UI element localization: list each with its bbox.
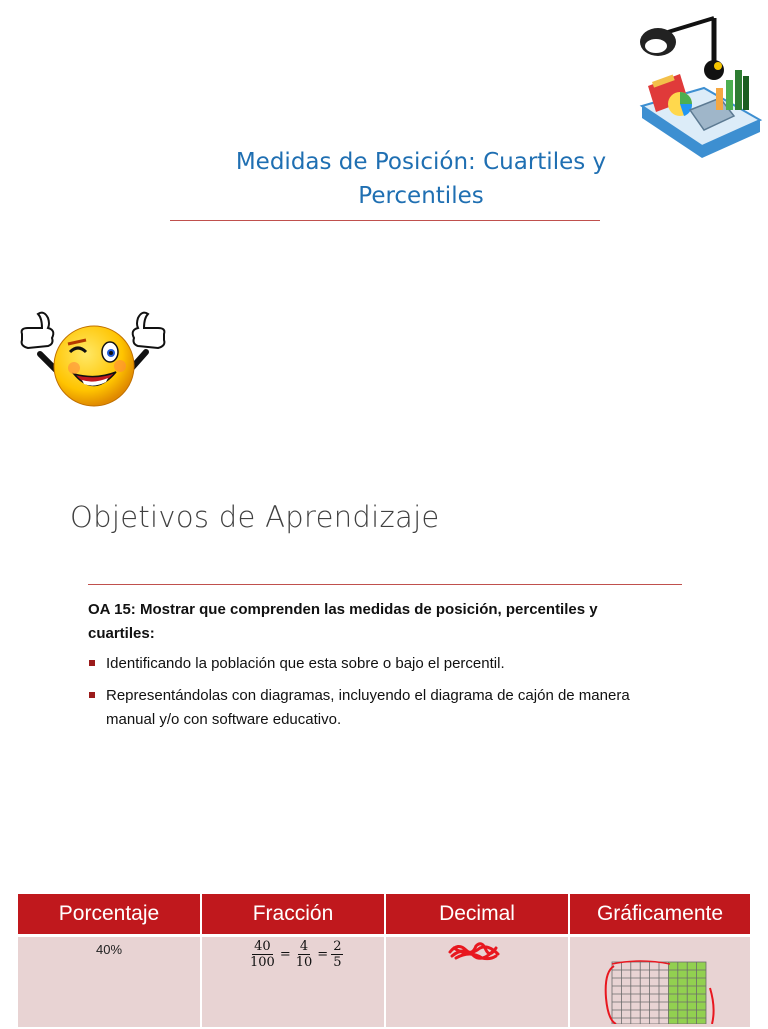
- fraction-40-100: [248, 939, 277, 970]
- percentage-value: 40%: [95, 942, 123, 957]
- fraction-equation: [248, 939, 343, 970]
- presentation-title-line-2: Percentiles: [358, 183, 484, 209]
- presentation-title: [170, 145, 672, 213]
- fraction-4-10: [294, 939, 315, 970]
- objective-bullet-2: [88, 684, 668, 732]
- numerator: 2: [333, 939, 342, 954]
- presentation-title-line-1: Medidas de Posición: Cuartiles y: [235, 149, 607, 175]
- objective-bullet-list: [88, 652, 668, 740]
- objective-bullet-text: Representándolas con diagramas, incluyendo el diagrama de cajón de manera manual y/o con software educativo.: [106, 687, 630, 728]
- equals-sign: =: [279, 947, 291, 962]
- objective-bullet-1: [88, 652, 668, 676]
- equals-sign: =: [317, 947, 329, 962]
- hundred-grid-diagram: [600, 958, 720, 1024]
- column-separator: [200, 894, 202, 1024]
- header-fraction: Fracción: [202, 894, 384, 934]
- header-graphically: Gráficamente: [570, 894, 750, 934]
- denominator: 100: [250, 955, 275, 970]
- objective-bullet-text: Identificando la población que esta sobre o bajo el percentil.: [106, 655, 505, 672]
- square-bullet-icon: [89, 692, 95, 698]
- header-decimal: Decimal: [386, 894, 568, 934]
- column-separator: [568, 894, 570, 1024]
- percentage-table: [18, 894, 750, 1024]
- denominator: 5: [333, 955, 342, 970]
- thumbs-up-smiley-icon: [12, 308, 174, 414]
- fraction-2-5: [331, 939, 343, 970]
- numerator: 4: [299, 939, 309, 954]
- column-separator: [384, 894, 386, 1024]
- statistics-clipart-image: [628, 8, 764, 164]
- square-bullet-icon: [89, 660, 95, 666]
- objective-heading: OA 15: Mostrar que comprenden las medidas de posición, percentiles y cuartiles:: [88, 601, 598, 642]
- numerator: 40: [254, 939, 271, 954]
- objectives-title: Objetivos de Aprendizaje: [70, 500, 440, 534]
- title-divider: [170, 220, 600, 221]
- objectives-divider: [88, 584, 682, 585]
- denominator: 10: [295, 955, 313, 970]
- header-percentage: Porcentaje: [18, 894, 200, 934]
- red-scribble-mark: [446, 938, 502, 966]
